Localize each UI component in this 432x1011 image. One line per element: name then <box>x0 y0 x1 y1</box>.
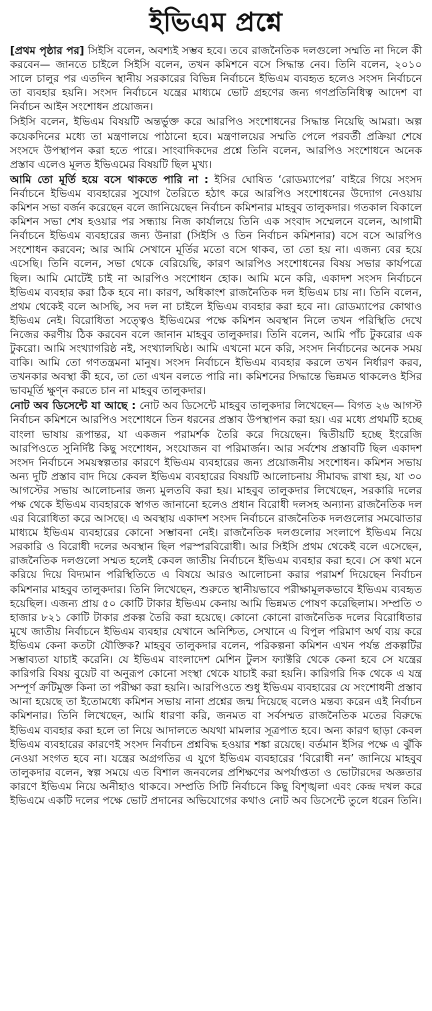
paragraph-continuation <box>10 44 422 114</box>
paragraph-text: ইসির ঘোষিত ‘রোডম্যাপের’ বাইরে গিয়ে সংসদ নির্বাচনে ইভিএম ব্যবহারের সুযোগ তৈরিতে হঠাৎ করে আরপিও সংশোধনের উদ্যোগ নেওয়ায় কমিশন সভা বর্জন করেছেন বলে জানিয়েছেন নির্বাচন কমিশনার মাহবুব তালুকদার। গতকাল বিকালে কমিশন সভা শেষ হওয়ার পর সন্ধ্যায় নিজ কার্যালয়ে তিনি এক সংবাদ সম্মেলনে বলেন, আগামী নির্বাচনে ইভিএম ব্যবহারের জন্য উনারা (সিইসি ও তিন নির্বাচন কমিশনার) বসে বসে আরপিও সংশোধন করবেন; আর আমি সেখানে মূর্তির মতো বসে থাকব, তা তো হয় না। এজন্য বের হয়ে এসেছি। তিনি বলেন, সভা থেকে বেরিয়েছি, কারণ আরপিও সংশোধনের বিষয় সভার কার্যপত্রে ছিল। আমি মোটেই চাই না আরপিও সংশোধন হোক। আমি মনে করি, একাদশ সংসদ নির্বাচনে ইভিএম ব্যবহার করা ঠিক হবে না। কারণ, অধিকাংশ রাজনৈতিক দল ইভিএম চায় না। তিনি বলেন, প্রথম থেকেই বলে আসছি, সব দল না চাইলে ইভিএম ব্যবহার করা হবে না। রোডম্যাপের কোথাও ইভিএম নেই। বিরোধিতা সত্ত্বেও ইভিএমের পক্ষে কমিশন অবস্থান নিলে তখন পরিস্থিতি দেখে নিজের করণীয় ঠিক করবেন বলে জানান মাহবুব তালুকদার। তিনি বলেন, আমি পাঁচ টুকরোর এক টুকরো। আমি সংখ্যাগরিষ্ঠ নই, সংখ্যালঘিষ্ঠ। আমি এখনো মনে করি, সংসদ নির্বাচনের অনেক সময় বাকি। আমি তো গণতন্ত্রমনা মানুষ। সংসদ নির্বাচনে ইভিএম ব্যবহার করলে তখন নির্ধারণ করব, তখনকার অবস্থা কী হবে, তা তো এখন বলতে পারি না। কমিশনের সিদ্ধান্তে ভিন্নমত থাকলেও ইসির ভাবমূর্তি ক্ষুণ্ন করতে চান না মাহবুব তালুকদার। <box>10 173 422 398</box>
continuation-marker: [প্রথম পৃষ্ঠার পর] <box>10 45 85 57</box>
paragraph-text: নোট অব ডিসেন্টে মাহবুব তালুকদার লিখেছেন— বিগত ২৬ আগস্ট নির্বাচন কমিশনে আরপিও সংশোধনে তিন ধরনের প্রস্তাব উপস্থাপন করা হয়। এর মধ্যে প্রথমটি হচ্ছে বাংলা ভাষায় রূপান্তর, যা একজন পরামর্শক তৈরি করে দিয়েছেন। দ্বিতীয়টি হচ্ছে ইংরেজি আরপিওতে সুনির্দিষ্ট কিছু সংশোধন, সংযোজন বা পরিমার্জন। আর সর্বশেষ প্রস্তাবটি ছিল একাদশ সংসদ নির্বাচনে সময়স্বল্পতার কারণে ইভিএম ব্যবহারের জন্য প্রয়োজনীয় সংশোধন। কমিশন সভায় অন্য দুটি প্রস্তাব বাদ দিয়ে কেবল ইভিএম ব্যবহারের বিষয়টি আলোচনায় সীমাবদ্ধ রাখা হয়, যা ৩০ আগস্টের সভায় আলোচনার জন্য মুলতবি করা হয়। মাহবুব তালুকদার লিখেছেন, সরকারি দলের পক্ষ থেকে ইভিএম ব্যবহারকে স্বাগত জানানো হলেও প্রধান বিরোধী দলসহ অন্যান্য রাজনৈতিক দল এর বিরোধিতা করে আসছে। এ অবস্থায় একাদশ সংসদ নির্বাচনে রাজনৈতিক দলগুলোর সমঝোতার মাধ্যমে ইভিএম ব্যবহারের কোনো সম্ভাবনা নেই। রাজনৈতিক দলগুলোর সংলাপে ইভিএম নিয়ে সরকারি ও বিরোধী দলের অবস্থান ছিল পরস্পরবিরোধী। আর সিইসি প্রথম থেকেই বলে এসেছেন, রাজনৈতিক দলগুলো সম্মত হলেই কেবল জাতীয় নির্বাচনে ইভিএম ব্যবহার করা হবে। সে কথা মনে করিয়ে দিয়ে বিদ্যমান পরিস্থিতিতে এ বিষয়ে আরও আলোচনা করার পরামর্শ দিয়েছেন নির্বাচন কমিশনার মাহবুব তালুকদার। তিনি লিখেছেন, শুরুতে স্থানীয়ভাবে পরীক্ষামূলকভাবে ইভিএম ব্যবহৃত হয়েছিল। এজন্য প্রায় ৫০ কোটি টাকার ইভিএম কেনায় আমি ভিন্নমত পোষণ করেছিলাম। সম্প্রতি ৩ হাজার ৮২১ কোটি টাকার প্রকল্প তৈরি করা হয়েছে। কোনো কোনো রাজনৈতিক দলের বিরোধিতার মুখে জাতীয় নির্বাচনে ইভিএম ব্যবহার যেখানে অনিশ্চিত, সেখানে এ বিপুল পরিমাণ অর্থ ব্যয় করে ইভিএম কেনা কতটা যৌক্তিক? মাহবুব তালুকদার বলেন, পরিকল্পনা কমিশন এখন পর্যন্ত প্রকল্পটির সম্ভাব্যতা যাচাই করেনি। যে ইভিএম বাংলাদেশ মেশিন টুলস ফ্যাক্টরি থেকে কেনা হবে সে যন্ত্রের কারিগরি বিষয় বুয়েট বা অনুরূপ কোনো সংস্থা থেকে যাচাই করা হয়নি। কারিগরি দিক থেকে এ যন্ত্র সম্পূর্ণ ক্রটিমুক্ত কিনা তা পরীক্ষা করা হয়নি। আরপিওতে শুধু ইভিএম ব্যবহারের যে সংশোধনী প্রস্তাব আনা হয়েছে তা ইতোমধ্যে কমিশন সভায় নানা প্রশ্নের জন্ম দিয়েছে বলেও মন্তব্য করেন এই নির্বাচন কমিশনার। তিনি লিখেছেন, আমি ধারণা করি, জনমত বা সর্বসম্মত রাজনৈতিক মতের বিরুদ্ধে ইভিএম ব্যবহার করা হলে তা নিয়ে আদালতে অযথা মামলার সূত্রপাত হবে। অন্য কারণ ছাড়া কেবল ইভিএম ব্যবহারের কারণেই সংসদ নির্বাচন প্রশ্নবিদ্ধ হওয়ার শঙ্কা রয়েছে। বর্তমান ইসির পক্ষে এ ঝুঁকি নেওয়া সংগত হবে না। যন্ত্রের অগ্রগতির এ যুগে ইভিএম ব্যবহারের ‘বিরোধী নন’ জানিয়ে মাহবুব তালুকদার বলেন, স্বল্প সময়ে এত বিশাল জনবলের প্রশিক্ষণের অপর্যাপ্ততা ও ভোটারদের অজ্ঞতার কারণে ইভিএম নিয়ে অনীহাও থাকবে। সম্প্রতি সিটি নির্বাচনে কিছু বিশৃঙ্খলা এবং কেন্দ্র দখল করে ইভিএমে একটি দলের পক্ষে ভোট প্রদানের অভিযোগের কথাও নোট অব ডিসেন্টে তুলে ধরেন তিনি। <box>10 400 422 807</box>
paragraph-statue-quote <box>10 173 422 399</box>
subheading-statue: আমি তো মূর্তি হয়ে বসে থাকতে পারি না : <box>10 173 209 186</box>
paragraph-text: সিইসি বলেন, ইভিএম বিষয়টি অন্তর্ভুক্ত করে আরপিও সংশোধনের সিদ্ধান্ত নিয়েছি আমরা। অল্প কয়েকদিনের মধ্যে তা মন্ত্রণালয়ে পাঠানো হবে। মন্ত্রণালয়ের সম্মতি পেলে পরবর্তী প্রক্রিয়া শেষে সংসদে উপস্থাপন করা হতে পারে। সাংবাদিকদের প্রশ্নে তিনি বলেন, আরপিও সংশোধনে অনেক প্রস্তাব এলেও মূলত ইভিএমের বিষয়টি ছিল মুখ্য। <box>10 116 422 171</box>
paragraph-rpo-amendment <box>10 115 422 171</box>
paragraph-note-of-dissent <box>10 399 422 808</box>
subheading-note-of-dissent: নোট অব ডিসেন্টে যা আছে : <box>10 400 136 413</box>
article-headline: ইভিএম প্রশ্নে <box>149 8 283 38</box>
paragraph-text: সিইসি বলেন, অবশ্যই সম্ভব হবে। তবে রাজনৈতিক দলগুলো সম্মতি না দিলে কী করবেন— জানতে চাইলে সিইসি বলেন, তখন কমিশনে বসে সিদ্ধান্ত নেব। তিনি বলেন, ২০১০ সালে চালুর পর এতদিন স্থানীয় সরকারের বিভিন্ন নির্বাচনে ইভিএম ব্যবহৃত হলেও সংসদ নির্বাচনে তা ব্যবহার হয়নি। সংসদ নির্বাচনে যন্ত্রের মাধ্যমে ভোট গ্রহণের জন্য গণপ্রতিনিধিত্ব আদেশ বা নির্বাচন আইন সংশোধন প্রয়োজন। <box>10 45 422 114</box>
